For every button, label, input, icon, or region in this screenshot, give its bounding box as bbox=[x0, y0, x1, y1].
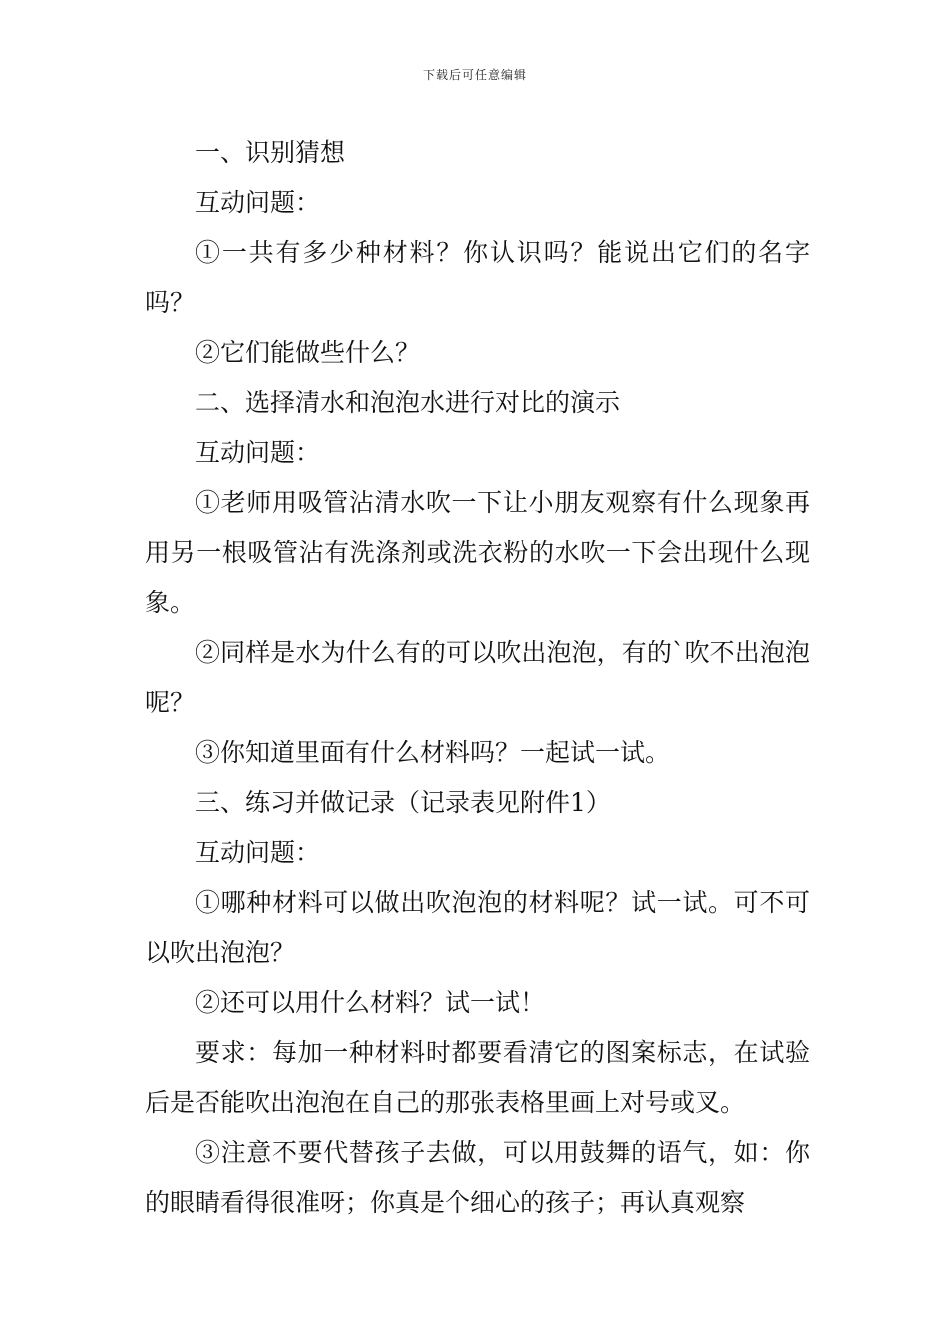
note-paragraph: ③注意不要代替孩子去做，可以用鼓舞的语气，如：你的眼睛看得很准呀；你真是个细心的孩子；再认真观察 bbox=[145, 1138, 810, 1217]
requirement-paragraph: 要求：每加一种材料时都要看清它的图案标志，在试验后是否能吹出泡泡在自己的那张表格里画上对号或叉。 bbox=[145, 1038, 810, 1117]
section-heading-3: 三、练习并做记录（记录表见附件1） bbox=[195, 788, 611, 817]
question-paragraph: ③你知道里面有什么材料吗？一起试一试。 bbox=[195, 738, 671, 767]
page-header-note: 下载后可任意编辑 bbox=[422, 68, 527, 82]
interactive-questions-label: 互动问题： bbox=[195, 438, 321, 467]
question-paragraph: ①一共有多少种材料？你认识吗？能说出它们的名字吗？ bbox=[145, 238, 810, 317]
section-heading-1: 一、识别猜想 bbox=[195, 138, 346, 167]
document-body bbox=[145, 128, 810, 1228]
question-paragraph: ①老师用吸管沾清水吹一下让小朋友观察有什么现象再用另一根吸管沾有洗涤剂或洗衣粉的水吹一下会出现什么现象。 bbox=[145, 488, 810, 617]
question-paragraph: ②还可以用什么材料？试一试！ bbox=[195, 988, 546, 1017]
question-paragraph: ②同样是水为什么有的可以吹出泡泡，有的`吹不出泡泡呢？ bbox=[145, 638, 810, 717]
section-heading-2: 二、选择清水和泡泡水进行对比的演示 bbox=[195, 388, 621, 417]
question-paragraph: ①哪种材料可以做出吹泡泡的材料呢？试一试。可不可以吹出泡泡？ bbox=[145, 888, 810, 967]
interactive-questions-label: 互动问题： bbox=[195, 838, 321, 867]
interactive-questions-label: 互动问题： bbox=[195, 188, 321, 217]
question-paragraph: ②它们能做些什么？ bbox=[195, 338, 421, 367]
